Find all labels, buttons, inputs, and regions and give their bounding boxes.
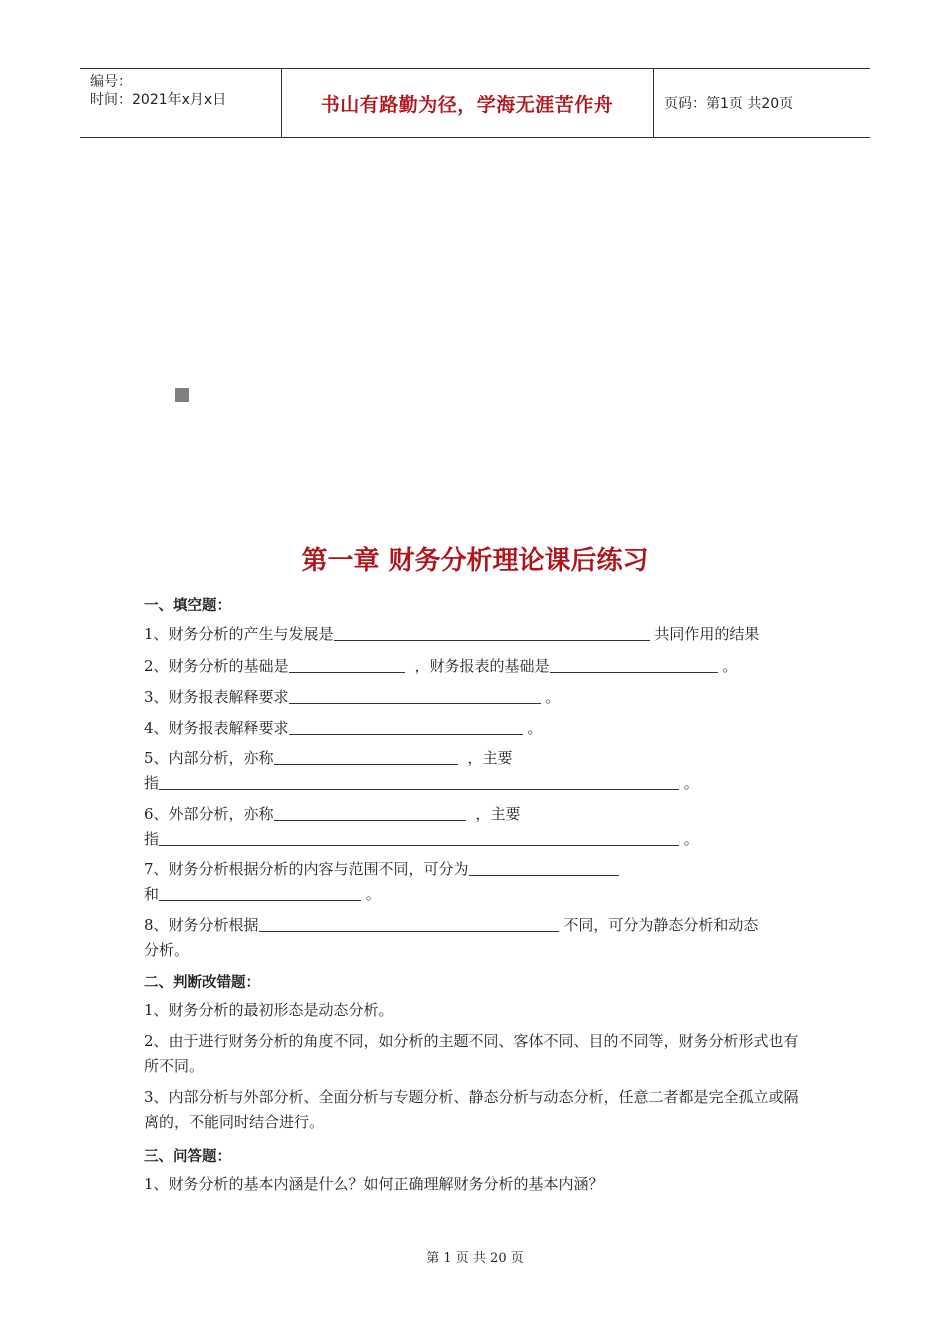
question-1-6: [144, 804, 521, 824]
question-1-8: [144, 915, 758, 935]
question-text: 6、外部分析，亦称: [144, 805, 274, 823]
chapter-title: 第一章 财务分析理论课后练习: [301, 546, 649, 576]
question-3-1: 1、财务分析的基本内涵是什么？如何正确理解财务分析的基本内涵？: [144, 1175, 604, 1193]
answer-blank[interactable]: [274, 748, 458, 765]
question-text: 5、内部分析，亦称: [144, 749, 274, 767]
question-text: 。: [361, 885, 381, 903]
answer-blank[interactable]: [289, 718, 523, 735]
answer-blank[interactable]: [334, 624, 650, 641]
question-1-5: [144, 748, 513, 768]
section-heading-fill-blank: 一、填空题：: [144, 598, 231, 614]
header-motto-cell: [281, 69, 654, 137]
section-heading-qa: 三、问答题：: [144, 1149, 231, 1165]
question-text: 。: [717, 657, 738, 675]
question-text: 。: [522, 719, 543, 737]
answer-blank[interactable]: [469, 859, 619, 876]
answer-blank[interactable]: [289, 656, 405, 673]
question-text: 分析。: [144, 941, 190, 959]
time-label: 时间：2021年x月x日: [90, 92, 227, 108]
answer-blank[interactable]: [259, 915, 559, 932]
question-1-3: [144, 687, 560, 707]
question-1-7: [144, 859, 619, 879]
answer-blank[interactable]: [289, 687, 541, 704]
question-text: 不同，可分为静态分析和动态: [558, 916, 759, 934]
question-text: 1、财务分析的产生与发展是: [144, 625, 334, 643]
question-1-7-cont: [144, 884, 381, 904]
question-text: 指: [144, 830, 160, 848]
question-text: 2、财务分析的基础是: [144, 657, 289, 675]
question-text: 8、财务分析根据: [144, 916, 259, 934]
answer-blank[interactable]: [550, 656, 718, 673]
question-text: 。: [679, 830, 699, 848]
question-2-3: 3、内部分析与外部分析、全面分析与专题分析、静态分析与动态分析，任意二者都是完全孤立或隔离的，不能同时结合进行。: [144, 1088, 799, 1131]
question-1-2: [144, 656, 737, 676]
answer-blank[interactable]: [159, 773, 679, 790]
question-text: 3、财务报表解释要求: [144, 688, 289, 706]
question-1-1: [144, 624, 759, 644]
answer-blank[interactable]: [159, 884, 361, 901]
page-info: 页码：第1页 共20页: [664, 96, 794, 112]
header-info-cell: [80, 69, 282, 137]
question-text: 7、财务分析根据分析的内容与范围不同，可分为: [144, 860, 469, 878]
question-1-8-cont: [144, 940, 189, 960]
question-text: 和: [144, 885, 160, 903]
question-text: 4、财务报表解释要求: [144, 719, 289, 737]
question-text: 指: [144, 774, 160, 792]
question-text: ，财务报表的基础是: [414, 657, 550, 675]
question-1-5-cont: [144, 773, 699, 793]
motto: 书山有路勤为径，学海无涯苦作舟: [320, 93, 614, 116]
question-text: 。: [679, 774, 699, 792]
placeholder-image-icon: [175, 388, 189, 402]
header-page-cell: [654, 69, 870, 137]
section-heading-true-false: 二、判断改错题：: [144, 975, 260, 991]
answer-blank[interactable]: [159, 829, 679, 846]
question-text: ，主要: [475, 805, 521, 823]
page-footer: 第 1 页 共 20 页: [426, 1251, 524, 1266]
question-1-4: [144, 718, 542, 738]
question-text: 共同作用的结果: [649, 625, 760, 643]
number-label: 编号：: [90, 74, 132, 90]
question-2-1: 1、财务分析的最初形态是动态分析。: [144, 1001, 394, 1019]
question-text: ，主要: [467, 749, 513, 767]
question-1-6-cont: [144, 829, 699, 849]
question-2-2: 2、由于进行财务分析的角度不同，如分析的主题不同、客体不同、目的不同等，财务分析形式也有所不同。: [144, 1032, 799, 1075]
answer-blank[interactable]: [274, 804, 466, 821]
page-header: [80, 68, 870, 138]
question-text: 。: [540, 688, 561, 706]
